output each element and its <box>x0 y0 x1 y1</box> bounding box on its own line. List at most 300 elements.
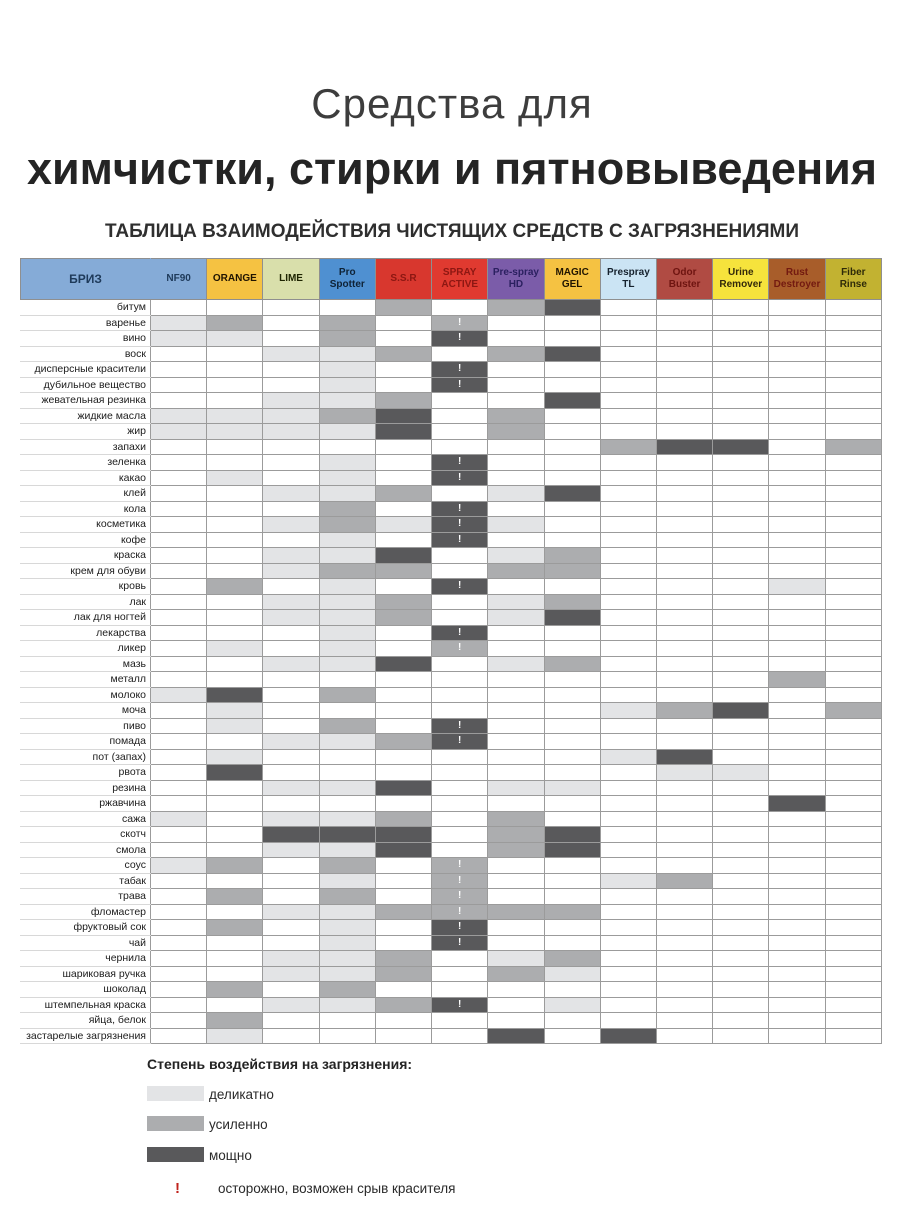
cell <box>207 486 263 502</box>
cell <box>151 982 207 998</box>
row-label: жир <box>21 424 151 440</box>
cell <box>488 331 544 347</box>
cell <box>544 393 600 409</box>
cell <box>207 997 263 1013</box>
cell <box>825 455 881 471</box>
cell <box>207 377 263 393</box>
cell <box>151 765 207 781</box>
cell <box>319 377 375 393</box>
cell <box>375 346 431 362</box>
cell <box>713 827 769 843</box>
cell <box>319 842 375 858</box>
cell <box>713 703 769 719</box>
cell <box>207 920 263 936</box>
cell <box>488 703 544 719</box>
cell <box>825 424 881 440</box>
table-row <box>21 470 882 486</box>
cell <box>769 734 825 750</box>
cell <box>432 982 488 998</box>
row-label: трава <box>21 889 151 905</box>
cell <box>600 951 656 967</box>
cell <box>432 966 488 982</box>
cell <box>151 501 207 517</box>
row-label: лекарства <box>21 625 151 641</box>
cell <box>263 610 319 626</box>
cell <box>432 408 488 424</box>
legend <box>147 1056 747 1197</box>
cell <box>207 532 263 548</box>
cell <box>488 563 544 579</box>
column-header-pro-spotter: Pro Spotter <box>319 259 375 300</box>
cell <box>825 486 881 502</box>
cell <box>656 455 712 471</box>
cell <box>544 346 600 362</box>
cell <box>488 842 544 858</box>
cell <box>713 393 769 409</box>
cell <box>656 532 712 548</box>
cell <box>207 548 263 564</box>
page-title-line2: химчистки, стирки и пятновыведения <box>26 143 878 194</box>
cell <box>713 331 769 347</box>
cell <box>769 610 825 626</box>
cell <box>713 904 769 920</box>
cell <box>151 486 207 502</box>
cell <box>769 780 825 796</box>
cell <box>769 315 825 331</box>
column-header-magic-gel: MAGIC GEL <box>544 259 600 300</box>
cell <box>544 765 600 781</box>
cell <box>207 827 263 843</box>
cell <box>319 315 375 331</box>
cell <box>263 718 319 734</box>
cell <box>600 889 656 905</box>
cell <box>769 982 825 998</box>
row-label: кровь <box>21 579 151 595</box>
cell <box>656 982 712 998</box>
cell <box>488 920 544 936</box>
table-subtitle: ТАБЛИЦА ВЗАИМОДЕЙСТВИЯ ЧИСТЯЩИХ СРЕДСТВ С ЗАГРЯЗНЕНИЯМИ <box>104 221 800 242</box>
cell <box>488 579 544 595</box>
cell <box>375 532 431 548</box>
cell <box>656 966 712 982</box>
row-label: сажа <box>21 811 151 827</box>
cell <box>656 377 712 393</box>
cell <box>432 656 488 672</box>
cell: ! <box>432 625 488 641</box>
cell <box>319 517 375 533</box>
cell <box>151 935 207 951</box>
cell <box>544 300 600 316</box>
cell <box>319 532 375 548</box>
table-row <box>21 858 882 874</box>
cell <box>375 1013 431 1029</box>
row-label: резина <box>21 780 151 796</box>
cell <box>151 687 207 703</box>
cell <box>825 672 881 688</box>
cell <box>432 780 488 796</box>
cell <box>207 796 263 812</box>
cell <box>713 982 769 998</box>
cell <box>600 687 656 703</box>
cell <box>713 439 769 455</box>
cell <box>769 796 825 812</box>
cell <box>656 796 712 812</box>
cell <box>769 455 825 471</box>
cell <box>600 331 656 347</box>
cell <box>600 873 656 889</box>
cell <box>656 610 712 626</box>
cell <box>488 455 544 471</box>
cell <box>375 641 431 657</box>
row-label: соус <box>21 858 151 874</box>
cell <box>656 346 712 362</box>
column-header-s-s-r: S.S.R <box>375 259 431 300</box>
cell <box>600 424 656 440</box>
cell <box>207 563 263 579</box>
table-row <box>21 439 882 455</box>
cell <box>769 765 825 781</box>
cell <box>207 951 263 967</box>
table-row <box>21 873 882 889</box>
cell: ! <box>432 517 488 533</box>
cell <box>769 935 825 951</box>
row-label: пиво <box>21 718 151 734</box>
row-label: мазь <box>21 656 151 672</box>
cell <box>375 1028 431 1044</box>
cell <box>713 889 769 905</box>
cell <box>319 920 375 936</box>
cell: ! <box>432 331 488 347</box>
cell <box>151 873 207 889</box>
cell <box>375 734 431 750</box>
cell <box>375 951 431 967</box>
cell <box>432 486 488 502</box>
cell <box>151 470 207 486</box>
cell <box>656 656 712 672</box>
cell <box>319 486 375 502</box>
row-label: шариковая ручка <box>21 966 151 982</box>
cell <box>488 1013 544 1029</box>
cell: ! <box>432 904 488 920</box>
table-row <box>21 796 882 812</box>
cell <box>375 563 431 579</box>
cell <box>432 548 488 564</box>
row-label: помада <box>21 734 151 750</box>
row-label: какао <box>21 470 151 486</box>
cell <box>151 951 207 967</box>
cell <box>600 842 656 858</box>
cell <box>769 393 825 409</box>
cell <box>769 517 825 533</box>
cell <box>319 548 375 564</box>
cell <box>263 579 319 595</box>
cell <box>488 935 544 951</box>
cell <box>600 362 656 378</box>
cell <box>544 718 600 734</box>
cell <box>544 935 600 951</box>
cell <box>544 1013 600 1029</box>
cell <box>825 982 881 998</box>
cell <box>319 455 375 471</box>
cell <box>207 982 263 998</box>
cell <box>825 362 881 378</box>
cell <box>375 486 431 502</box>
cell <box>207 424 263 440</box>
cell <box>769 997 825 1013</box>
cell <box>769 362 825 378</box>
cell <box>825 408 881 424</box>
cell <box>544 1028 600 1044</box>
cell <box>544 780 600 796</box>
cell <box>488 532 544 548</box>
row-label: косметика <box>21 517 151 533</box>
cell <box>263 997 319 1013</box>
column-header-nf90: NF90 <box>151 259 207 300</box>
cell <box>544 811 600 827</box>
table-row <box>21 734 882 750</box>
column-header-odor-buster: Odor Buster <box>656 259 712 300</box>
cell <box>375 827 431 843</box>
cell <box>432 439 488 455</box>
cell <box>375 656 431 672</box>
cell <box>544 331 600 347</box>
cell <box>825 563 881 579</box>
cell <box>825 765 881 781</box>
cell <box>656 563 712 579</box>
cell <box>207 594 263 610</box>
cell: ! <box>432 579 488 595</box>
cell <box>432 951 488 967</box>
cell <box>825 532 881 548</box>
cell <box>375 424 431 440</box>
cell <box>600 346 656 362</box>
cell <box>488 951 544 967</box>
cell <box>319 703 375 719</box>
cell <box>375 858 431 874</box>
cell <box>544 687 600 703</box>
cell <box>825 300 881 316</box>
cell <box>488 796 544 812</box>
cell <box>769 594 825 610</box>
cell <box>207 672 263 688</box>
table-row <box>21 579 882 595</box>
cell <box>263 408 319 424</box>
table-row <box>21 811 882 827</box>
cell <box>600 920 656 936</box>
cell <box>769 672 825 688</box>
cell <box>375 393 431 409</box>
cell <box>319 625 375 641</box>
cell <box>151 579 207 595</box>
legend-caution-label: осторожно, возможен срыв красителя <box>218 1181 456 1196</box>
cell <box>151 563 207 579</box>
cell <box>207 501 263 517</box>
row-label: штемпельная краска <box>21 997 151 1013</box>
cell <box>600 579 656 595</box>
column-header-spray-active: SPRAY ACTIVE <box>432 259 488 300</box>
cell <box>544 377 600 393</box>
cell <box>488 672 544 688</box>
cell <box>207 579 263 595</box>
cell <box>825 811 881 827</box>
cell <box>544 858 600 874</box>
table-row <box>21 346 882 362</box>
row-label: ржавчина <box>21 796 151 812</box>
cell <box>207 439 263 455</box>
cell <box>713 610 769 626</box>
cell <box>600 315 656 331</box>
cell <box>375 625 431 641</box>
cell <box>263 424 319 440</box>
cell <box>319 408 375 424</box>
cell <box>656 501 712 517</box>
cell <box>432 672 488 688</box>
cell <box>656 1013 712 1029</box>
cell <box>600 765 656 781</box>
cell <box>319 610 375 626</box>
cell <box>488 811 544 827</box>
cell <box>600 749 656 765</box>
cell <box>600 563 656 579</box>
cell <box>319 641 375 657</box>
table-row <box>21 315 882 331</box>
cell <box>375 672 431 688</box>
cell <box>488 982 544 998</box>
cell <box>375 470 431 486</box>
cell <box>432 1013 488 1029</box>
row-label: лак <box>21 594 151 610</box>
cell <box>151 703 207 719</box>
cell: ! <box>432 315 488 331</box>
table-row <box>21 424 882 440</box>
cell <box>544 315 600 331</box>
cell <box>375 687 431 703</box>
cell <box>600 858 656 874</box>
cell <box>151 796 207 812</box>
cell <box>825 331 881 347</box>
cell <box>263 966 319 982</box>
cell <box>432 563 488 579</box>
cell <box>263 594 319 610</box>
cell <box>263 811 319 827</box>
row-label: моча <box>21 703 151 719</box>
cell <box>151 889 207 905</box>
cell <box>375 501 431 517</box>
cell <box>263 439 319 455</box>
cell <box>600 300 656 316</box>
cell <box>656 1028 712 1044</box>
cell <box>769 966 825 982</box>
cell <box>544 827 600 843</box>
cell <box>375 997 431 1013</box>
cell <box>544 703 600 719</box>
table-row <box>21 935 882 951</box>
cell <box>432 610 488 626</box>
cell <box>432 749 488 765</box>
cell <box>151 827 207 843</box>
cell <box>319 873 375 889</box>
cell <box>600 811 656 827</box>
cell <box>656 920 712 936</box>
row-label: чай <box>21 935 151 951</box>
cell <box>207 300 263 316</box>
cell <box>600 656 656 672</box>
table-header-row <box>21 259 882 300</box>
cell <box>600 966 656 982</box>
cell <box>432 687 488 703</box>
table-row <box>21 656 882 672</box>
row-label: застарелые загрязнения <box>21 1028 151 1044</box>
cell <box>656 765 712 781</box>
cell <box>713 517 769 533</box>
legend-swatch-enhanced <box>147 1116 204 1131</box>
cell <box>432 765 488 781</box>
cell <box>825 904 881 920</box>
cell <box>713 997 769 1013</box>
cell <box>151 548 207 564</box>
cell <box>375 579 431 595</box>
cell <box>432 796 488 812</box>
cell <box>432 842 488 858</box>
cell <box>544 672 600 688</box>
cell <box>544 486 600 502</box>
table-row <box>21 408 882 424</box>
cell <box>544 362 600 378</box>
cell <box>319 982 375 998</box>
cell <box>769 889 825 905</box>
cell <box>769 408 825 424</box>
cell: ! <box>432 501 488 517</box>
cell <box>207 765 263 781</box>
row-label: дисперсные красители <box>21 362 151 378</box>
cell <box>544 982 600 998</box>
table-row <box>21 455 882 471</box>
row-label: скотч <box>21 827 151 843</box>
cell <box>263 346 319 362</box>
cell <box>713 656 769 672</box>
cell <box>600 734 656 750</box>
cell <box>544 439 600 455</box>
cell <box>151 1013 207 1029</box>
cell <box>375 594 431 610</box>
cell <box>600 718 656 734</box>
row-label: крем для обуви <box>21 563 151 579</box>
cell <box>207 749 263 765</box>
cell <box>713 594 769 610</box>
cell <box>151 424 207 440</box>
cell <box>544 641 600 657</box>
cell <box>375 749 431 765</box>
cell <box>263 362 319 378</box>
cell <box>319 300 375 316</box>
cell <box>600 672 656 688</box>
cell: ! <box>432 734 488 750</box>
cell <box>713 749 769 765</box>
cell <box>319 1028 375 1044</box>
cell <box>375 842 431 858</box>
cell <box>713 780 769 796</box>
cell <box>656 641 712 657</box>
cell <box>544 455 600 471</box>
cell <box>263 827 319 843</box>
cell <box>263 796 319 812</box>
cell <box>825 377 881 393</box>
cell <box>375 904 431 920</box>
cell <box>263 982 319 998</box>
cell <box>656 703 712 719</box>
cell <box>600 548 656 564</box>
cell <box>151 455 207 471</box>
